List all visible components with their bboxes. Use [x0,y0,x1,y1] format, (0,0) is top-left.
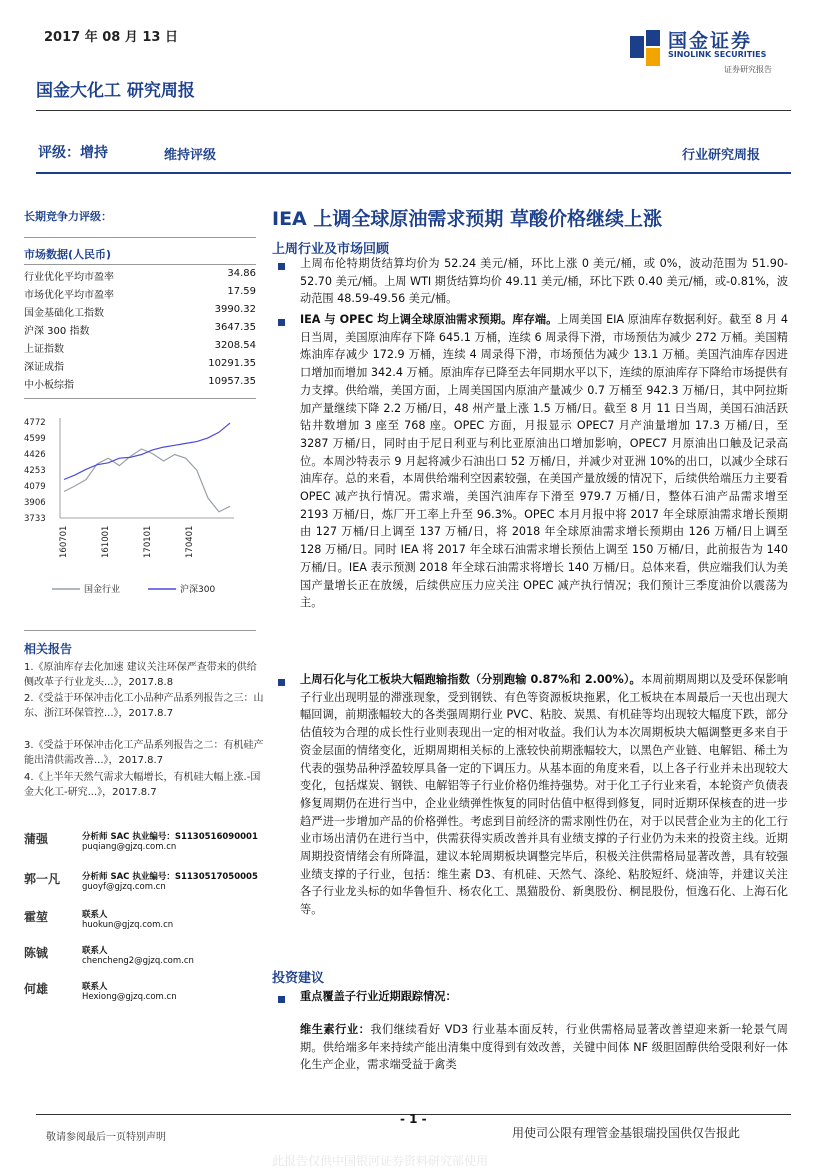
y-tick-label: 3906 [24,498,46,508]
market-row: 行业优化平均市盈率 34.86 [24,268,256,283]
maintain-rating: 维持评级 [164,148,217,163]
y-tick-label: 4253 [24,466,46,476]
price-chart [22,410,262,610]
report-date: 2017 年 08 月 13 日 [44,30,178,45]
y-tick-label: 4079 [24,482,46,492]
legend-label: 国金行业 [84,585,121,595]
bullet-icon [278,319,285,326]
paragraph-sector-review: 上周石化与化工板块大幅跑输指数（分别跑输 0.87%和 2.00%）。本周前期周期以及受环保影响子行业出现明显的滞涨现象，受到钢铁、有色等资源板块拖累，化工板块在本周最后一天也出现大幅回调，前期涨幅较大的各类强周期行业 PVC、粘胶、炭黑、有机硅等均出现较大幅度下跌，部分估值较为合理的成长性行业则表现出一定的相对收益。我们认为本次周期板块大幅调整更多来自于资金层面的情绪变化，近期周期相关标的上涨较快前期涨幅较大，以黑色产业链、电解铝、稀土为代表的强势品种浮盈较厚具备一定的下调压力。从基本面的角度来看，以上各子行业并未出现较大变化，包括煤炭、钢铁、电解铝等子行业价格仍维持强势。对于化工子行业来看，本轮资产负债表修复周期仍在进行当中，企业业绩弹性恢复的同时估值中枢得到修复，同时近期环保核查的进一步趋严进一步增加产品的价格弹性。考虑到目前经济的需求刚性仍在，对于以民营企业为主的化工行业市场出清仍在进行当中，供需获得实质改善并具有业绩支撑的子行业仍为未来的投资主线。近期周期投资情绪会有所降温，建议本轮周期板块调整完毕后，积极关注供需格局显著改善，具有较强业绩支撑的子行业，包括：维生素 D3、有机硅、天然气、涤纶、粘胶短纤、烧油等，并建议关注各子行业龙头标的如华鲁恒升、杨农化工、黑猫股份、新奥股份、桐昆股份，恒逸石化、上海石化等。 [300,673,788,917]
x-tick-label: 161001 [101,525,111,558]
related-reports-title: 相关报告 [24,642,73,656]
header-divider [36,110,791,111]
paragraph-oil-price: 上周布伦特期货结算均价为 52.24 美元/桶，环比上涨 0 美元/桶，或 0%，波动范围为 51.90-52.70 美元/桶。上周 WTI 期货结算均价 49.11 美元/桶，环比下跌 0.40 美元/桶，或-0.81%，波动范围 48.59-49.56 美元/桶。 [300,257,789,306]
report-series: 国金大化工 研究周报 [36,81,195,101]
long-term-rating-label: 长期竞争力评级： [24,210,112,223]
section-heading: 投资建议 [272,971,325,986]
report-title: IEA 上调全球原油需求预期 草酸价格继续上涨 [272,208,662,230]
logo-english: SINOLINK SECURITIES [668,50,767,59]
footer-mirror-text: 用使司公限有理管金基银瑞投国供仅告报此 [512,1126,741,1140]
bullet-icon [278,996,285,1003]
report-type: 行业研究周报 [682,148,761,163]
logo [628,26,788,82]
rating: 评级：增持 [38,145,108,161]
y-tick-label: 4599 [24,434,46,444]
watermark: 此报告仅供中国银河证券资料研究部使用 [272,1154,489,1168]
bullet-icon [278,679,285,686]
market-data-title: 市场数据(人民币) [24,248,112,261]
series-line [64,449,230,512]
x-tick-label: 160701 [59,525,69,558]
x-tick-label: 170101 [143,525,153,558]
related-report[interactable]: 4.《上半年天然气需求大幅增长，有机硅大幅上涨.-国金大化工-研究...》，2017.8.7 [24,772,261,798]
section-heading: 上周行业及市场回顾 [272,242,390,257]
y-tick-label: 4426 [24,450,46,460]
logo-subtitle: 证券研究报告 [724,65,772,74]
bullet-icon [278,263,285,270]
subheading: 重点覆盖子行业近期跟踪情况： [300,990,457,1003]
y-tick-label: 3733 [24,514,46,524]
analyst: 蒲强 分析师 SAC 执业编号：S1130516090001 puqiang@gjzq.com.cn [24,832,258,852]
related-report[interactable]: 3.《受益于环保冲击化工产品系列报告之二：有机硅产能出清供需改善...》，2017.8.7 [24,740,264,766]
analyst: 何雄 联系人 Hexiong@gjzq.com.cn [24,982,177,1002]
analyst: 陈铖 联系人 chencheng2@gjzq.com.cn [24,946,194,966]
market-row: 上证指数 3208.54 [24,340,256,355]
market-row: 国金基础化工指数 3990.32 [24,304,256,319]
disclaimer-note: 敬请参阅最后一页特别声明 [46,1132,166,1143]
market-row: 市场优化平均市盈率 17.59 [24,286,256,301]
page-number: - 1 - [400,1112,427,1126]
market-row: 中小板综指 10957.35 [24,376,256,391]
market-row: 沪深 300 指数 3647.35 [24,322,256,337]
logo-text: 国金证券 [668,30,753,52]
legend-label: 沪深300 [180,585,216,595]
related-report[interactable]: 1.《原油库存去化加速 建议关注环保严查带来的供给侧改革子行业龙头...》，2017.8.8 [24,662,257,688]
market-row: 深证成指 10291.35 [24,358,256,373]
rating-divider [36,172,791,174]
y-tick-label: 4772 [24,418,46,428]
paragraph-oil-supply-demand: IEA 与 OPEC 均上调全球原油需求预期。库存端。上周美国 EIA 原油库存数据利好。截至 8 月 4 日当周，美国原油库存下降 645.1 万桶，连续 6 周录得下滑，市场预估为减少 272 万桶。美国精炼油库存减少 172.9 万桶，连续 4 周录得下滑，市场预估为减少 13.1 万桶。美国汽油库存因进口增加而增加 342.4 万桶。原油库存已降至去年同期水平以下，连续的原油库存下降给市场提供有力支撑。供给端，美国方面，上周美国国内原油产量减少 0.7 万桶至 942.3 万桶/日，其中阿拉斯加产量继续下降 2.2 万桶/日，48 州产量上涨 1.5 万桶/日。截至 8 月 11 日当周，美国石油活跃钻井数增加 3 座至 768 座。OPEC 方面，月报显示 OPEC7 月产油量增加 17.3 万桶/日，至 3287 万桶/日，同时由于尼日利亚与利比亚原油出口增加影响，OPEC7 月原油出口触及记录高位。本周沙特表示 9 月起将减少石油出口 52 万桶/日，并减少对亚洲 10%的出口，以减少全球石油库存。总的来看，本周供给端利空因素较强，在美国产量放缓的情况下，后续供给端压力主要看 OPEC 减产执行情况。需求端，美国汽油库存下滑至 979.7 万桶/日，整体石油产品需求增至 2193 万桶/日，炼厂开工率上升至 96.3%。OPEC 本月月报中将 2017 年全球原油需求增长预期由 127 万桶/日上调至 137 万桶/日，将 2018 年全球原油需求增长预期由 126 万桶/日上调至 128 万桶/日。同时 IEA 将 2017 年全球石油需求增长预估上调至 150 万桶/日，此前报告为 140 万桶/日。IEA 表示预测 2018 年全球石油需求将增长 140 万桶/日。总体来看，供应端我们认为美国产量增长正在放缓，后续供应压力应关注 OPEC 减产执行情况；我们预计三季度油价以震荡为主。 [300,313,788,610]
analyst: 郭一凡 分析师 SAC 执业编号：S1130517050005 guoyf@gjzq.com.cn [24,872,258,892]
x-tick-label: 170401 [185,525,195,558]
paragraph-vitamin: 维生素行业：我们继续看好 VD3 行业基本面反转，行业供需格局显著改善望迎来新一轮景气周期。供给端多年来持续产能出清集中度得到有效改善，关键中间体 NF 级胆固醇供给受限利好一体化生产企业，需求端受益于禽类 [300,1023,788,1072]
analyst: 霍堃 联系人 huokun@gjzq.com.cn [24,910,174,930]
logo-icon [628,30,664,70]
related-report[interactable]: 2.《受益于环保冲击化工小品种产品系列报告之三：山东、浙江环保管控...》，2017.8.7 [24,693,264,719]
